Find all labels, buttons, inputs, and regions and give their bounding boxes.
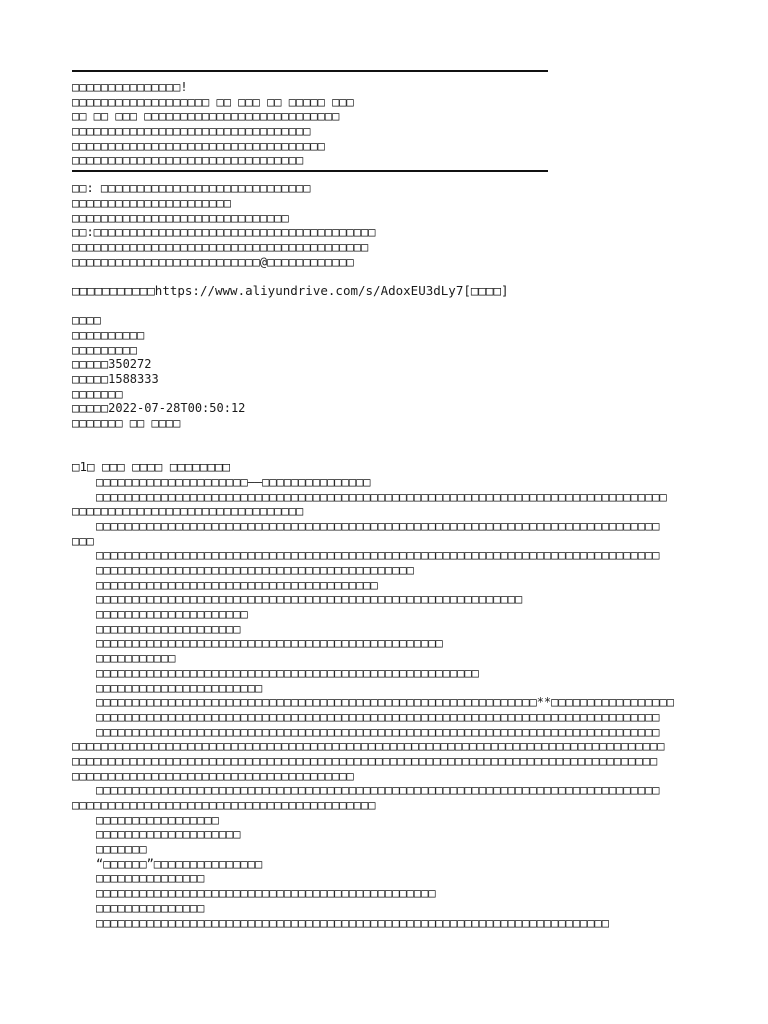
info-line: □□:□□□□□□□□□□□□□□□□□□□□□□□□□□□□□□□□□□□□□□□: [72, 225, 376, 240]
meta-line: □□□□□□□□□□: [72, 328, 145, 342]
paragraph-line: □□□□□□□□□□□□□□□□□□□□□□□□□□□□□□□□□□□□□□□: [96, 577, 378, 592]
paragraph-line: □□□□□□□□□□□□□□□□□□□□□□□: [96, 680, 263, 695]
info-line: □□□□□□□□□□□□□□□□□□□□□□: [72, 195, 231, 210]
document-page: [72, 70, 712, 930]
meta-block: [72, 313, 712, 431]
paragraph-line: □□□□□□□□□□□□□□□□□□□□□□□□□□□□□□□□□□□□□□□□□□□□□□□□□□□□□□□□□□□□□□□□□□□□□□□□□□□□□□: [96, 548, 660, 563]
paragraph-line: □□□□□□□□□□□□□□□□□□□□□□□□□□□□□□□□□□□□□□□□□□: [72, 798, 376, 812]
header-line: □□□□□□□□□□□□□□□□□□□□□□□□□□□□□□□□□: [72, 124, 311, 139]
paragraph-line: □□□□□□□□□□□□□□□□□: [96, 812, 219, 827]
paragraph-line: □□□□□□□□□□□□□□□□□□□□□□□□□□□□□□□□□□□□□□□□□□□□□□□□□□□□□□□□□□□□□□□□□□□□□□□□□□□□□□: [96, 518, 660, 533]
meta-line: □□□□□□□: [72, 386, 123, 401]
paragraph-line: □□□□□□□: [96, 842, 147, 857]
paragraph-line: □□□□□□□□□□□□□□□□□□□□□□□□□□□□□□□□□□□□□□□□□□□□□□□□□□□□□□□□□□□□□□□□□□□□□□□□□□□□□□: [96, 724, 660, 739]
paragraph-line: □□□□□□□□□□□□□□□□□□□□□□□□□□□□□□□□□□□□□□□□□□□□□□□□□□□□□□□□□□□□□□□□□□□□□□□: [96, 915, 609, 930]
info-line: □□□□□□□□□□□□□□□□□□□□□□□□□□□□□□: [72, 210, 289, 225]
meta-line: □□□□□350272: [72, 357, 152, 372]
paragraph-line: □□□□□□□□□□□□□□□□□□□□□□□□□□□□□□□□□□□□□□□□□□□□□□□□: [96, 636, 443, 651]
meta-line: □□□□□□□ □□ □□□□: [72, 416, 181, 431]
paragraph-line: □□□□□□□□□□□□□□□□□□□□□□□□□□□□□□□□: [72, 504, 304, 519]
info-line: □□: □□□□□□□□□□□□□□□□□□□□□□□□□□□□□: [72, 181, 311, 196]
info-line: □□□□□□□□□□□□□□□□□□□□□□□□□□□□□□□□□□□□□□□□□: [72, 239, 369, 254]
chapter-body: [72, 475, 712, 930]
header-line: □□□□□□□□□□□□□□□!: [72, 80, 188, 94]
paragraph-line: □□□□□□□□□□□□□□□□□□□□□□□□□□□□□□□□□□□□□□□□□□□□□□□□□□□□□□□□□□□□□□□□□□□□□□□□□□□□□□□□□: [72, 753, 658, 768]
meta-line: □□□□□1588333: [72, 372, 159, 387]
download-prefix: □□□□□□□□□□□: [72, 283, 155, 298]
paragraph-line: □□□□□□□□□□□: [96, 651, 176, 666]
chapter-section: [72, 460, 712, 930]
info-line: □□□□□□□□□□□□□□□□□□□□□□□□□□@□□□□□□□□□□□□: [72, 254, 354, 269]
header-line: □□ □□ □□□ □□□□□□□□□□□□□□□□□□□□□□□□□□□: [72, 109, 340, 124]
info-block: [72, 181, 712, 269]
paragraph-line: □□□□□□□□□□□□□□□□□□□□□□□□□□□□□□□□□□□□□□□: [72, 768, 354, 783]
paragraph-line: □□□□□□□□□□□□□□□□□□□□□□□□□□□□□□□□□□□□□□□□□□□□: [96, 563, 414, 577]
chapter-heading: □1□ □□□ □□□□ □□□□□□□□: [72, 460, 231, 475]
download-line: [72, 284, 712, 299]
paragraph-line: □□□□□□□□□□□□□□□□□□□□□□□□□□□□□□□□□□□□□□□□□□□□□□□□□□□□□□□□□□□□□**□□□□□□□□□□□□□□□□□: [96, 695, 674, 710]
paragraph-line: □□□□□□□□□□□□□□□□□□□□□□□□□□□□□□□□□□□□□□□□□□□□□□□□□□□□□□□□□□□□□□□□□□□□□□□□□□□□□□□: [96, 489, 667, 504]
paragraph-line: □□□□□□□□□□□□□□□□□□□□: [96, 621, 241, 636]
download-link[interactable]: https://www.aliyundrive.com/s/AdoxEU3dLy7: [154, 283, 464, 298]
meta-line: □□□□□2022-07-28T00:50:12: [72, 401, 246, 416]
paragraph-line: □□□□□□□□□□□□□□□□□□□□□□□□□□□□□□□□□□□□□□□□□□□□□□□: [96, 886, 436, 901]
header-line: □□□□□□□□□□□□□□□□□□□□□□□□□□□□□□□□□□□: [72, 138, 325, 153]
header-block: [72, 80, 712, 168]
paragraph-line: □□□□□□□□□□□□□□□□□□□□□□□□□□□□□□□□□□□□□□□□□□□□□□□□□□□□□□□□□□□□□□□□□□□□□□□□□□□□□□□□□□: [72, 739, 665, 754]
header-line: □□□□□□□□□□□□□□□□□□□ □□ □□□ □□ □□□□□ □□□: [72, 94, 354, 109]
paragraph-line: “□□□□□□”□□□□□□□□□□□□□□□: [96, 856, 263, 871]
paragraph-line: □□□□□□□□□□□□□□□□□□□□: [96, 827, 241, 842]
paragraph-line: □□□: [72, 533, 94, 548]
paragraph-line: □□□□□□□□□□□□□□□□□□□□□□□□□□□□□□□□□□□□□□□□□□□□□□□□□□□□□□□□□□□□□□□□□□□□□□□□□□□□□□: [96, 709, 660, 724]
paragraph-line: □□□□□□□□□□□□□□□□□□□□□——□□□□□□□□□□□□□□□: [96, 474, 371, 489]
paragraph-line: □□□□□□□□□□□□□□□: [96, 871, 205, 886]
paragraph-line: □□□□□□□□□□□□□□□□□□□□□□□□□□□□□□□□□□□□□□□□□□□□□□□□□□□□□: [96, 665, 479, 680]
paragraph-line: □□□□□□□□□□□□□□□: [96, 900, 205, 915]
paragraph-line: □□□□□□□□□□□□□□□□□□□□□: [96, 607, 248, 622]
meta-line: □□□□□□□□□: [72, 342, 138, 357]
meta-line: □□□□: [72, 313, 101, 328]
header-line: □□□□□□□□□□□□□□□□□□□□□□□□□□□□□□□□: [72, 153, 304, 168]
paragraph-line: □□□□□□□□□□□□□□□□□□□□□□□□□□□□□□□□□□□□□□□□□□□□□□□□□□□□□□□□□□□: [96, 592, 523, 607]
download-suffix: [□□□□]: [463, 283, 509, 298]
paragraph-line: □□□□□□□□□□□□□□□□□□□□□□□□□□□□□□□□□□□□□□□□□□□□□□□□□□□□□□□□□□□□□□□□□□□□□□□□□□□□□□: [96, 783, 660, 798]
